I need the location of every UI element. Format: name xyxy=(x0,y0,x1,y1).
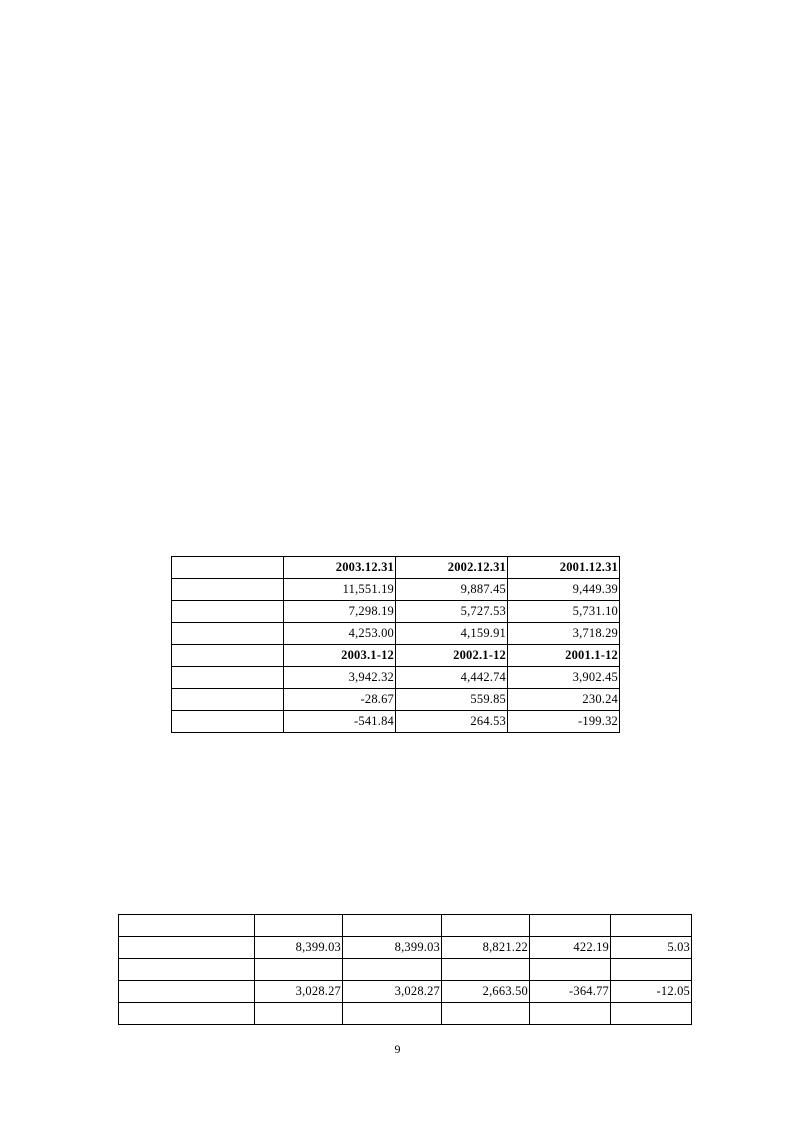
row-label-cell xyxy=(172,579,284,601)
table-cell: 9,887.45 xyxy=(396,579,508,601)
table-cell xyxy=(611,915,692,937)
table-cell: 3,028.27 xyxy=(343,981,442,1003)
table-cell: 3,028.27 xyxy=(255,981,343,1003)
table-cell: -541.84 xyxy=(284,711,396,733)
table-cell xyxy=(530,915,611,937)
table-cell: 7,298.19 xyxy=(284,601,396,623)
table-cell xyxy=(343,959,442,981)
table-row xyxy=(119,981,692,1003)
column-header-cell: 2003.1-12 xyxy=(284,645,396,667)
table-cell: 4,442.74 xyxy=(396,667,508,689)
table-cell xyxy=(343,915,442,937)
table-cell xyxy=(255,1003,343,1025)
table-cell xyxy=(611,1003,692,1025)
table-cell xyxy=(343,1003,442,1025)
column-header-cell: 2002.12.31 xyxy=(396,557,508,579)
table-cell xyxy=(255,959,343,981)
table-cell: 3,902.45 xyxy=(508,667,620,689)
row-label-cell xyxy=(119,1003,255,1025)
table-row xyxy=(119,959,692,981)
financial-summary-table xyxy=(171,556,620,733)
table-row xyxy=(172,623,620,645)
row-label-cell xyxy=(119,915,255,937)
table-cell: 2,663.50 xyxy=(442,981,530,1003)
table-cell xyxy=(255,915,343,937)
table-cell: 11,551.19 xyxy=(284,579,396,601)
table-row xyxy=(172,667,620,689)
table-cell: 4,253.00 xyxy=(284,623,396,645)
table-cell: 5.03 xyxy=(611,937,692,959)
table-row xyxy=(172,579,620,601)
table-row xyxy=(119,915,692,937)
column-header-cell: 2003.12.31 xyxy=(284,557,396,579)
table-cell xyxy=(442,1003,530,1025)
row-label-cell xyxy=(172,557,284,579)
table-cell: 559.85 xyxy=(396,689,508,711)
table-cell: 8,399.03 xyxy=(255,937,343,959)
table-row xyxy=(119,937,692,959)
table-row xyxy=(172,689,620,711)
row-label-cell xyxy=(119,981,255,1003)
table-cell: 3,942.32 xyxy=(284,667,396,689)
row-label-cell xyxy=(119,937,255,959)
table-cell xyxy=(530,959,611,981)
table-row xyxy=(172,711,620,733)
column-header-cell: 2001.1-12 xyxy=(508,645,620,667)
page-number: 9 xyxy=(394,1042,401,1056)
table-cell: 3,718.29 xyxy=(508,623,620,645)
row-label-cell xyxy=(172,711,284,733)
table-cell: 230.24 xyxy=(508,689,620,711)
row-label-cell xyxy=(172,601,284,623)
table-cell xyxy=(442,915,530,937)
table-row xyxy=(119,1003,692,1025)
table-cell: 264.53 xyxy=(396,711,508,733)
column-header-cell: 2002.1-12 xyxy=(396,645,508,667)
table-cell: 422.19 xyxy=(530,937,611,959)
table-cell: -199.32 xyxy=(508,711,620,733)
table-cell: 9,449.39 xyxy=(508,579,620,601)
table-row xyxy=(172,601,620,623)
table-cell: 5,727.53 xyxy=(396,601,508,623)
table-cell: -12.05 xyxy=(611,981,692,1003)
table-row xyxy=(172,645,620,667)
column-header-cell: 2001.12.31 xyxy=(508,557,620,579)
table-cell xyxy=(442,959,530,981)
table-cell: 8,821.22 xyxy=(442,937,530,959)
row-label-cell xyxy=(172,623,284,645)
table-cell: 5,731.10 xyxy=(508,601,620,623)
table-row xyxy=(172,557,620,579)
row-label-cell xyxy=(119,959,255,981)
table-cell: 4,159.91 xyxy=(396,623,508,645)
row-label-cell xyxy=(172,667,284,689)
table-cell: -28.67 xyxy=(284,689,396,711)
row-label-cell xyxy=(172,689,284,711)
comparison-table xyxy=(118,914,692,1025)
row-label-cell xyxy=(172,645,284,667)
table-cell xyxy=(530,1003,611,1025)
table-cell: 8,399.03 xyxy=(343,937,442,959)
table-cell xyxy=(611,959,692,981)
table-cell: -364.77 xyxy=(530,981,611,1003)
